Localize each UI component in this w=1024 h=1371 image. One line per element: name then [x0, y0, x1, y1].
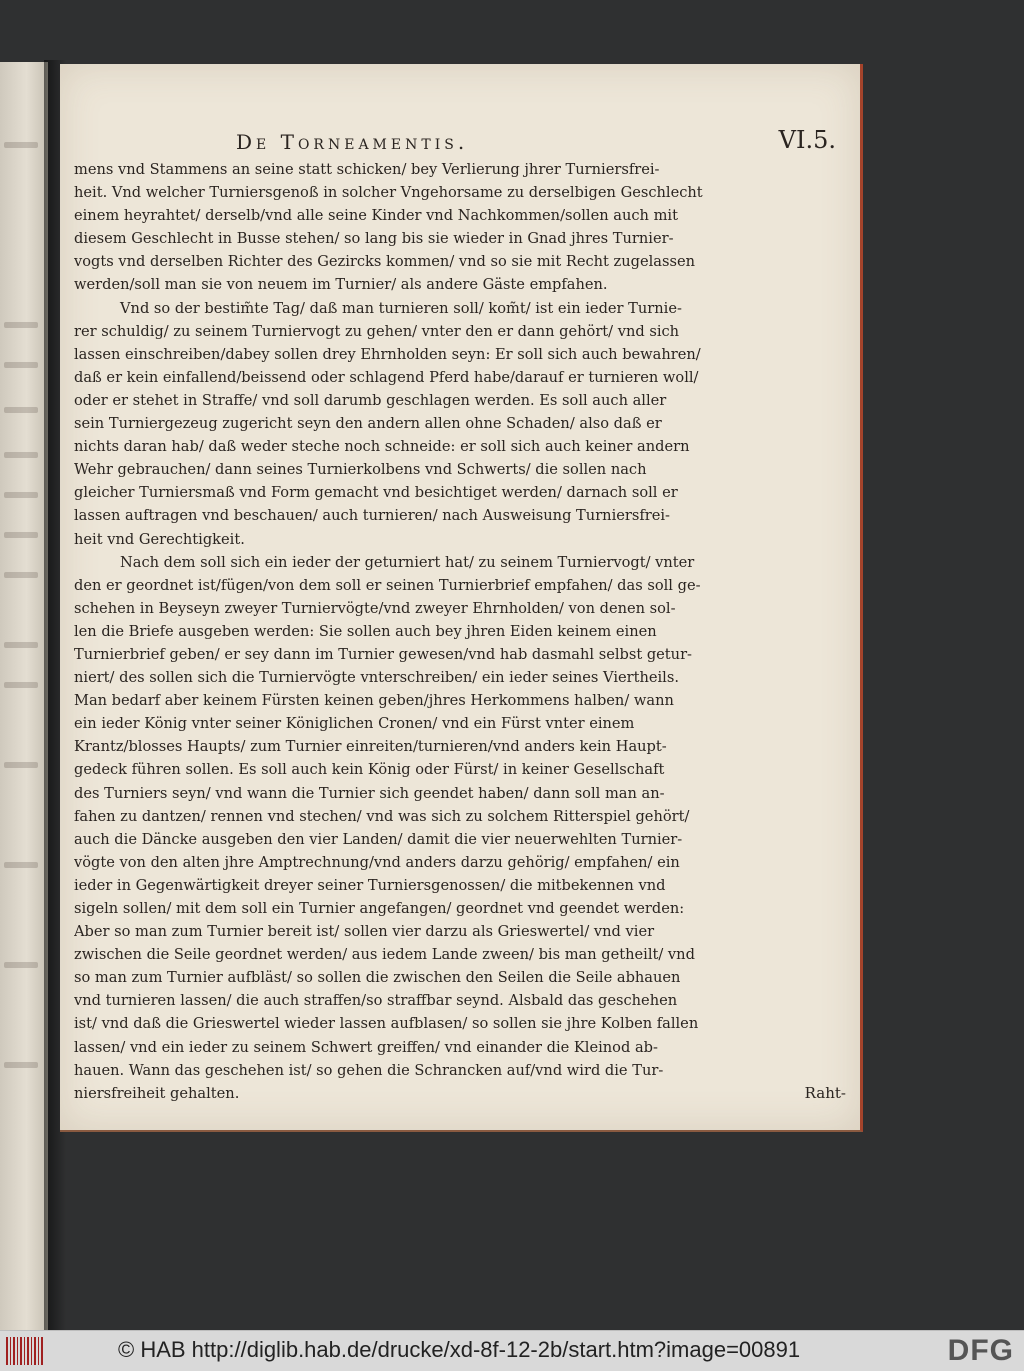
- text-line: Vnd so der bestim̃te Tag/ daß man turnieren soll/ kom̃t/ ist ein ieder Turnie-: [120, 299, 682, 317]
- text-line: ieder in Gegenwärtigkeit dreyer seiner Turniersgenossen/ die mitbekennen vnd: [74, 876, 666, 894]
- body-text: [74, 158, 844, 1105]
- text-line: heit vnd Gerechtigkeit.: [74, 530, 245, 548]
- text-line: lassen auftragen vnd beschauen/ auch turnieren/ nach Ausweisung Turniersfrei-: [74, 507, 670, 525]
- text-line: gedeck führen sollen. Es soll auch kein König oder Fürst/ in keiner Gesellschaft: [74, 761, 665, 779]
- show-through-text: [4, 1062, 38, 1068]
- text-line: lassen einschreiben/dabey sollen drey Ehrnholden seyn: Er soll sich auch bewahren/: [74, 345, 701, 363]
- text-line: vnd turnieren lassen/ die auch straffen/so straffbar seynd. Alsbald das geschehen: [74, 992, 678, 1010]
- text-line: werden/soll man sie von neuem im Turnier/ als andere Gäste empfahen.: [74, 276, 608, 294]
- text-line: daß er kein einfallend/beissend oder schlagend Pferd habe/darauf er turnieren woll/: [74, 368, 699, 386]
- text-line: des Turniers seyn/ vnd wann die Turnier sich geendet haben/ dann soll man an-: [74, 784, 665, 802]
- text-line: Man bedarf aber keinem Fürsten keinen geben/jhres Herkommens halben/ wann: [74, 692, 674, 710]
- text-line: mens vnd Stammens an seine statt schicken/ bey Verlierung jhrer Turniersfrei-: [74, 161, 660, 178]
- text-line: nichts daran hab/ daß weder steche noch schneide: er soll sich auch keiner andern: [74, 438, 690, 456]
- show-through-text: [4, 862, 38, 868]
- running-head-title: De Torneamentis.: [236, 130, 469, 154]
- catchword: Raht-: [804, 1084, 846, 1102]
- text-line: niersfreiheit gehalten.: [74, 1084, 240, 1102]
- barcode-icon: [6, 1337, 44, 1365]
- text-line: Aber so man zum Turnier bereit ist/ sollen vier darzu als Grieswertel/ vnd vier: [74, 923, 655, 941]
- show-through-text: [4, 962, 38, 968]
- text-line: Wehr gebrauchen/ dann seines Turnierkolbens vnd Schwerts/ die sollen nach: [74, 461, 647, 479]
- text-line: vögte von den alten jhre Amptrechnung/vnd anders darzu gehörig/ empfahen/ ein: [74, 853, 680, 871]
- text-line: einem heyrahtet/ derselb/vnd alle seine Kinder vnd Nachkommen/sollen auch mit: [74, 207, 678, 225]
- copyright-credit[interactable]: © HAB http://diglib.hab.de/drucke/xd-8f-12-2b/start.htm?image=00891: [118, 1337, 801, 1362]
- show-through-text: [4, 362, 38, 368]
- show-through-text: [4, 642, 38, 648]
- text-line: niert/ des sollen sich die Turniervögte vnterschreiben/ ein ieder seines Viertheils.: [74, 669, 679, 687]
- show-through-text: [4, 682, 38, 688]
- show-through-text: [4, 492, 38, 498]
- show-through-text: [4, 322, 38, 328]
- text-line: gleicher Turniersmaß vnd Form gemacht vnd besichtiget werden/ darnach soll er: [74, 484, 678, 502]
- text-line: so man zum Turnier aufbläst/ so sollen die zwischen den Seilen die Seile abhauen: [74, 969, 681, 987]
- show-through-text: [4, 532, 38, 538]
- folio-number: VI.5.: [778, 126, 836, 154]
- book-page: [60, 64, 863, 1132]
- facing-page-edge: [0, 62, 48, 1332]
- show-through-text: [4, 572, 38, 578]
- text-line: den er geordnet ist/fügen/von dem soll er seinen Turnierbrief empfahen/ das soll ge-: [74, 576, 701, 594]
- text-line: zwischen die Seile geordnet werden/ aus iedem Lande zween/ bis man getheilt/ vnd: [74, 946, 695, 964]
- text-line: auch die Däncke ausgeben den vier Landen/ damit die vier neuerwehlten Turnier-: [74, 830, 683, 848]
- text-line: len die Briefe ausgeben werden: Sie sollen auch bey jhren Eiden keinem einen: [74, 622, 657, 640]
- show-through-text: [4, 452, 38, 458]
- text-line: ist/ vnd daß die Grieswertel wieder lassen aufblasen/ so sollen sie jhre Kolben fallen: [74, 1015, 699, 1033]
- show-through-text: [4, 407, 38, 413]
- text-line: oder er stehet in Straffe/ vnd soll darumb geschlagen werden. Es soll auch aller: [74, 391, 667, 409]
- text-line: rer schuldig/ zu seinem Turniervogt zu gehen/ vnter den er dann gehört/ vnd sich: [74, 322, 680, 340]
- text-line: fahen zu dantzen/ rennen vnd stechen/ vnd was sich zu solchem Ritterspiel gehört/: [74, 807, 690, 825]
- text-line: heit. Vnd welcher Turniersgenoß in solcher Vngehorsame zu derselbigen Geschlecht: [74, 184, 703, 202]
- text-line: vogts vnd derselben Richter des Gezircks kommen/ vnd so sie mit Recht zugelassen: [74, 253, 696, 271]
- text-line: lassen/ vnd ein ieder zu seinem Schwert greiffen/ vnd einander die Kleinod ab-: [74, 1038, 658, 1056]
- footer-bar: [0, 1330, 1024, 1371]
- show-through-text: [4, 142, 38, 148]
- show-through-text: [4, 762, 38, 768]
- text-line: schehen in Beyseyn zweyer Turniervögte/vnd zweyer Ehrnholden/ von denen sol-: [74, 599, 676, 617]
- text-line: hauen. Wann das geschehen ist/ so gehen die Schrancken auf/vnd wird die Tur-: [74, 1061, 664, 1079]
- text-line: Nach dem soll sich ein ieder der geturniert hat/ zu seinem Turniervogt/ vnter: [120, 553, 695, 571]
- text-line: Krantz/blosses Haupts/ zum Turnier einreiten/turnieren/vnd anders kein Haupt-: [74, 738, 667, 756]
- text-line: Turnierbrief geben/ er sey dann im Turnier gewesen/vnd hab dasmahl selbst getur-: [74, 645, 692, 663]
- running-head: [60, 126, 860, 160]
- text-line: sigeln sollen/ mit dem soll ein Turnier angefangen/ geordnet vnd geendet werden:: [74, 900, 685, 917]
- text-line: ein ieder König vnter seiner Königlichen Cronen/ vnd ein Fürst vnter einem: [74, 715, 635, 733]
- text-line: sein Turniergezeug zugericht seyn den andern allen ohne Schaden/ also daß er: [74, 415, 662, 433]
- dfg-logo: DFG: [947, 1334, 1014, 1367]
- text-line: diesem Geschlecht in Busse stehen/ so lang bis sie wieder in Gnad jhres Turnier-: [74, 230, 674, 248]
